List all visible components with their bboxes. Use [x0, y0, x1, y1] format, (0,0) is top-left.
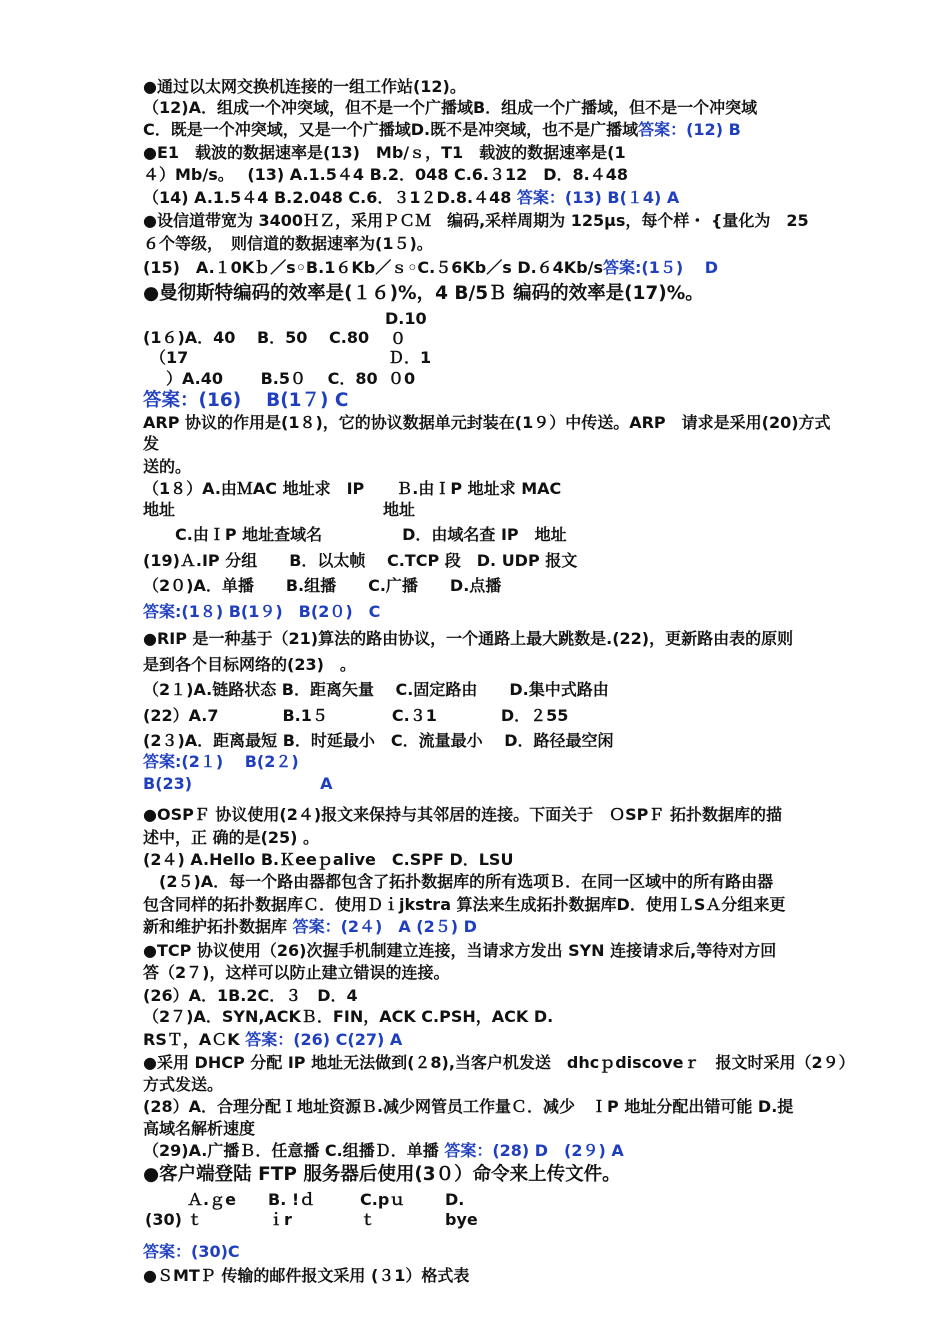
q26-stem: ●TCP 协议使用（26)次握手机制建立连接，当请求方发出 SYN 连接请求后,等待对方回 — [143, 941, 777, 960]
q18-options-cd: C.由ＩP 地址查域名 D．由域名查 IP 地址 — [143, 525, 567, 544]
q24-stem-cont: 述中，正 确的是(25) 。 — [143, 828, 320, 847]
q15-stem: ●设信道带宽为 3400ＨＺ，采用ＰＣＭ 编码,采样周期为 125μs，每个样・ {量化为 25 — [143, 211, 809, 230]
q28-stem-cont: 方式发送。 — [143, 1075, 224, 1094]
q20-options: （2０)A．单播 B.组播 C.广播 D.点播 — [143, 576, 502, 595]
q21-options: （2１)A.链路状态 B．距离矢量 C.固定路由 D.集中式路由 — [143, 680, 609, 699]
answer-16-17: 答案：(16) B(1７) C — [143, 390, 349, 411]
q14-options: （14) A.1.5４4 B.2.048 C.6．３1２D.8.４48 答案：(13) B(１4) A — [143, 188, 680, 207]
q12-options-cd: C．既是一个冲突域，又是一个广播域D.既不是冲突域，也不是广播域答案：(12) B — [143, 120, 741, 139]
q24-options: (2４) A.Hello B.Ｋeeｐalive C.SPF D．LSU — [143, 850, 514, 869]
q27-options: （2７)A．SYN,ACKＢ．FIN，ACK C.PSH，ACK D. — [143, 1007, 554, 1026]
q21-stem-cont: 是到各个目标网络的(23) 。 — [143, 655, 356, 674]
q28-stem: ●采用 DHCP 分配 IP 地址无法做到(２8),当客户机发送 dhcｐdiscoveｒ 报文时采用（2９） — [143, 1053, 855, 1072]
q18-options-ab: （1８）A.由ＭAC 地址求 IP Ｂ.由ＩP 地址求 MAC — [143, 479, 562, 498]
q27-options-end: RSＴ，AＣK 答案：(26) C(27) A — [143, 1030, 403, 1049]
q30-option-a: Ａ.ｇe ｔ — [187, 1190, 236, 1229]
q16-option-d: D.10 — [385, 309, 427, 328]
q26-options: (26）A．1B.2C．３ D．4 — [143, 986, 358, 1005]
answer-text: 答案:(1５) D — [603, 258, 719, 277]
q17-option-d: Ｄ．1 — [388, 348, 432, 367]
q30-option-c: C.pｕ ｔ — [360, 1190, 406, 1229]
q22-options: (22）A.7 B.1５ C.３1 D．２55 — [143, 706, 569, 725]
answer-text: 答案：(13) B(１4) A — [516, 188, 680, 207]
answer-text: 答案：(2４) A (2５) D — [292, 917, 477, 936]
q23-options: (2３)A．距离最短 B．时延最小 C．流量最小 D．路径最空闲 — [143, 731, 614, 750]
q25-options-cd: 包含同样的拓扑数据库Ｃ．使用Ｄｉjkstra 算法来生成拓扑数据库D．使用ＬSＡ分组来更 — [143, 895, 786, 914]
q28-options: (28）A．合理分配Ｉ地址资源Ｂ.减少网管员工作量Ｃ．减少 ＩP 地址分配出错可能 D.提 — [143, 1097, 794, 1116]
q13-stem: ●E1 载波的数据速率是(13) Mb/ｓ，T1 载波的数据速率是(1 — [143, 143, 626, 162]
q31-stem: ●ＳMTＰ 传输的邮件报文采用 (３1）格式表 — [143, 1266, 470, 1285]
q28-options-end: 高域名解析速度 — [143, 1119, 256, 1138]
q29-options: （29)A.广播Ｂ．任意播 C.组播Ｄ．单播 答案：(28) D (2９) A — [143, 1141, 624, 1160]
q15-stem-cont: ６个等级， 则信道的数据速率为(1５)。 — [143, 234, 433, 253]
q18-stem: ARP 协议的作用是(1８)，它的协议数据单元封装在(1９）中传送。ARP 请求是采用(20)方式 — [143, 413, 831, 432]
q30-option-b: B. !ｄ ｉr — [268, 1190, 316, 1229]
q16-stem: ●曼彻斯特编码的效率是(１６)%，4 B/5Ｂ 编码的效率是(17)%。 — [143, 283, 704, 304]
answer-30: 答案：(30)C — [143, 1242, 240, 1261]
q30-stem: ●客户端登陆 FTP 服务器后使用(3０）命令来上传文件。 — [143, 1164, 621, 1185]
q30-option-d: D. bye — [445, 1190, 478, 1229]
answer-23: B(23) A — [143, 774, 333, 793]
q17-option-d-cont: ０0 — [388, 369, 416, 388]
q15-options: (15) A.１0Kｂ／s◦B.1６Kb／ｓ◦C.５6Kb／s D.６4Kb/s答案:(1５) D — [143, 258, 719, 277]
q18-options-ab-cont: 地址 地址 — [143, 500, 416, 519]
answer-21-22: 答案:(2１) B(2２) — [143, 752, 299, 771]
answer-text: 答案：(26) C(27) A — [245, 1030, 403, 1049]
q12-stem: ●通过以太网交换机连接的一组工作站(12)。 — [143, 77, 466, 96]
q12-options-ab: （12)A．组成一个冲突域，但不是一个广播域B．组成一个广播域，但不是一个冲突域 — [143, 98, 758, 117]
answer-text: 答案：(12) B — [638, 120, 741, 139]
q16-option-d-cont: ０ — [390, 329, 407, 348]
q19-options: (19)Ａ.IP 分组 B．以太帧 C.TCP 段 D. UDP 报文 — [143, 551, 578, 570]
q17-options: ）A.40 B.5０ C．80 — [150, 369, 378, 388]
answer-text: 答案：(28) D (2９) A — [444, 1141, 624, 1160]
q18-stem-cont: 发 — [143, 434, 160, 453]
q13-options: ４）Mb/s。 (13) A.1.5４4 B.2．048 C.6.３12 D．8.４48 — [143, 165, 629, 184]
q25-options-ab: (2５)A．每一个路由器都包含了拓扑数据库的所有选项Ｂ．在同一区域中的所有路由器 — [143, 872, 774, 891]
q18-stem-end: 送的。 — [143, 457, 192, 476]
q16-options: (1６)A．40 B．50 C.80 — [143, 328, 370, 347]
q26-stem-cont: 答（2７)，这样可以防止建立错误的连接。 — [143, 963, 450, 982]
answer-18-20: 答案:(1８) B(1９) B(2０) C — [143, 602, 381, 621]
q21-stem: ●RIP 是一种基于（21)算法的路由协议，一个通路上最大跳数是.(22)，更新路由表的原则 — [143, 629, 794, 648]
q24-stem: ●OSPＦ 协议使用(2４)报文来保持与其邻居的连接。下面关于 ＯSPＦ 拓扑数据库的描 — [143, 805, 782, 824]
q25-options-end: 新和维护拓扑数据库 答案：(2４) A (2５) D — [143, 917, 477, 936]
q17-label: （17 — [150, 348, 189, 367]
q30-label: (30) — [145, 1210, 182, 1229]
